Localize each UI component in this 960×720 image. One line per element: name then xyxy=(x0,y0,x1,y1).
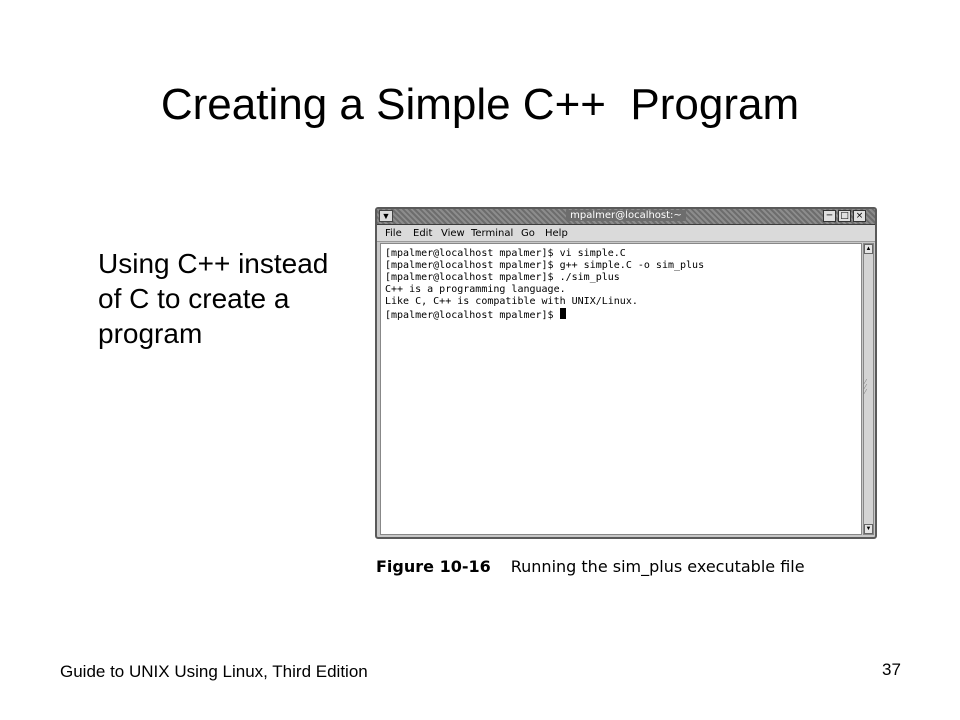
cursor xyxy=(560,308,566,319)
menu-item-file[interactable]: File xyxy=(385,228,402,239)
footer-title: Guide to UNIX Using Linux, Third Edition xyxy=(60,662,368,681)
minimize-icon: ─ xyxy=(826,211,833,221)
menu-item-go[interactable]: Go xyxy=(521,228,535,239)
terminal-line: [mpalmer@localhost mpalmer]$ vi simple.C xyxy=(385,248,626,259)
chevron-down-icon: ▼ xyxy=(381,211,391,221)
window-titlebar[interactable] xyxy=(377,209,875,225)
figure-caption xyxy=(376,557,805,576)
close-button[interactable] xyxy=(853,210,866,222)
slide-title: Creating a Simple C++ Program xyxy=(160,80,800,129)
menu-bar xyxy=(377,225,875,242)
figure-caption-text: Running the sim_plus executable file xyxy=(510,557,805,576)
minimize-button[interactable] xyxy=(823,210,836,222)
maximize-button[interactable] xyxy=(838,210,851,222)
terminal-prompt: [mpalmer@localhost mpalmer]$ xyxy=(385,310,560,321)
terminal-line: Like C, C++ is compatible with UNIX/Linux. xyxy=(385,296,638,307)
menu-item-help[interactable]: Help xyxy=(545,228,568,239)
scrollbar-grip[interactable]: ⁄ ⁄ ⁄ xyxy=(865,379,867,396)
maximize-icon: □ xyxy=(840,211,849,221)
scroll-up-button[interactable] xyxy=(864,244,873,254)
terminal-line: [mpalmer@localhost mpalmer]$ g++ simple.C -o sim_plus xyxy=(385,260,705,271)
menu-item-edit[interactable]: Edit xyxy=(413,228,433,239)
terminal-output[interactable] xyxy=(380,243,862,535)
terminal-line: C++ is a programming language. xyxy=(385,284,566,295)
terminal-line: [mpalmer@localhost mpalmer]$ ./sim_plus xyxy=(385,272,620,283)
menu-item-view[interactable]: View xyxy=(441,228,465,239)
figure-number: Figure 10-16 xyxy=(376,557,491,576)
page-number: 37 xyxy=(882,660,901,679)
arrow-up-icon: ▲ xyxy=(865,246,872,252)
close-icon: × xyxy=(855,211,864,221)
arrow-down-icon: ▼ xyxy=(865,526,872,532)
terminal-window xyxy=(375,207,877,539)
bullet-text: Using C++ instead of C to create a program xyxy=(98,248,329,349)
vertical-scrollbar[interactable] xyxy=(863,243,874,535)
menu-item-terminal[interactable]: Terminal xyxy=(471,228,514,239)
window-title: mpalmer@localhost:~ xyxy=(566,210,686,221)
scroll-down-button[interactable] xyxy=(864,524,873,534)
